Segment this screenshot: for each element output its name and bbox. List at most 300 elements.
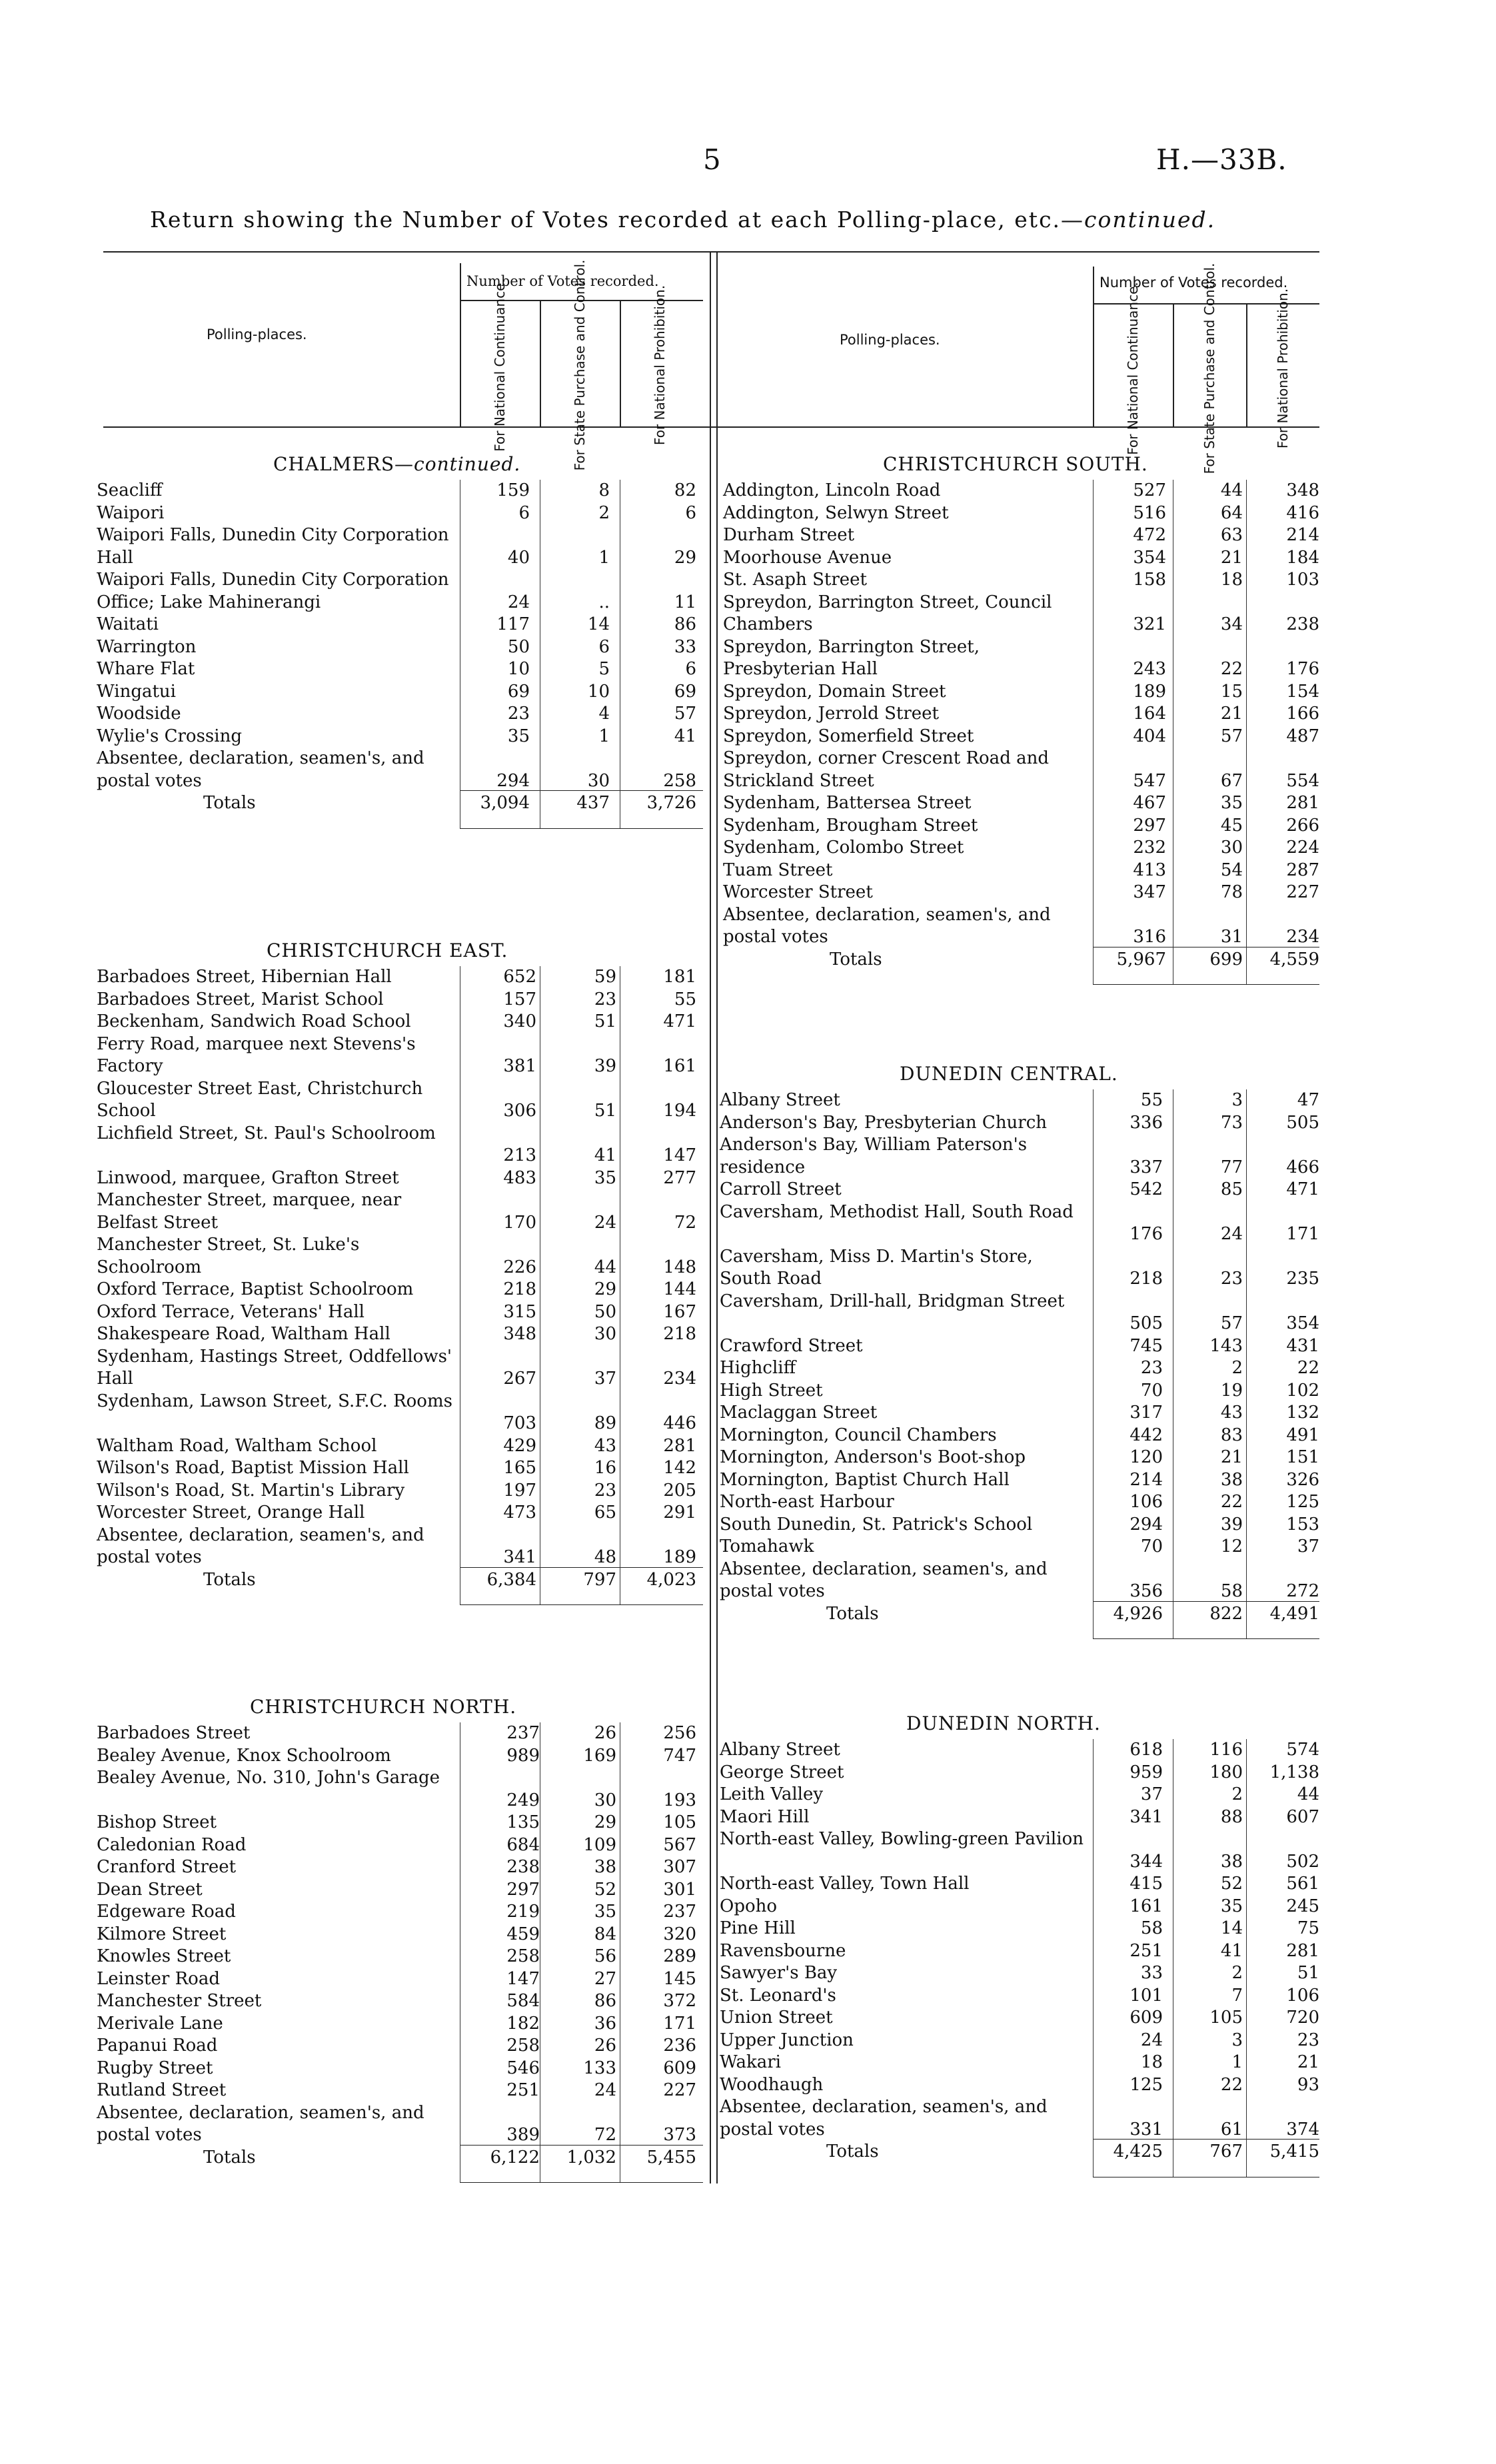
polling-place-name: North-east Harbour — [720, 1492, 894, 1512]
polling-place-name: Ferry Road, marquee next Stevens's Factory — [97, 1033, 416, 1076]
votes-prohibition: 86 — [674, 614, 696, 634]
votes-state-control: 39 — [594, 1056, 616, 1076]
polling-place-name: Waipori Falls, Dunedin City Corporation Hall — [97, 525, 449, 568]
votes-state-control: 67 — [1220, 770, 1243, 791]
votes-prohibition: 258 — [663, 770, 696, 791]
votes-state-control: 85 — [1220, 1179, 1243, 1199]
votes-prohibition: 277 — [663, 1167, 696, 1188]
votes-prohibition: 3,726 — [646, 793, 696, 813]
header-col-continuance-left: For National Continuance. — [492, 278, 508, 452]
polling-place-name: Absentee, declaration, seamen's, and postal votes — [720, 1558, 1048, 1601]
votes-prohibition: 374 — [1286, 2119, 1319, 2140]
votes-prohibition: 75 — [1297, 1918, 1319, 1938]
votes-continuance: 69 — [507, 681, 530, 702]
votes-continuance: 347 — [1133, 882, 1166, 902]
votes-prohibition: 291 — [663, 1503, 696, 1523]
page-title — [150, 207, 1215, 233]
votes-prohibition: 307 — [663, 1857, 696, 1877]
votes-state-control: 21 — [1220, 704, 1243, 724]
polling-place-name: Sydenham, Colombo Street — [723, 838, 964, 858]
polling-place-name: Linwood, marquee, Grafton Street — [97, 1167, 399, 1188]
polling-place-name: George Street — [720, 1762, 844, 1782]
header-col-prohibition-right: For National Prohibition. — [1275, 288, 1291, 448]
votes-state-control: 44 — [594, 1257, 616, 1277]
votes-prohibition: 93 — [1297, 2074, 1319, 2095]
votes-prohibition: 567 — [663, 1834, 696, 1855]
votes-continuance: 147 — [506, 1968, 540, 1989]
votes-continuance: 542 — [1129, 1179, 1163, 1199]
polling-place-name: Woodhaugh — [720, 2074, 824, 2095]
votes-continuance: 70 — [1140, 1537, 1163, 1556]
votes-prohibition: 51 — [1297, 1963, 1319, 1983]
votes-continuance: 101 — [1129, 1985, 1163, 2006]
votes-state-control: 169 — [583, 1745, 616, 1766]
votes-continuance: 23 — [507, 704, 530, 724]
votes-continuance: 232 — [1133, 838, 1166, 858]
votes-continuance: 106 — [1129, 1492, 1163, 1512]
polling-place-name: Carroll Street — [720, 1179, 842, 1199]
votes-prohibition: 55 — [674, 989, 696, 1009]
votes-prohibition: 145 — [663, 1968, 696, 1989]
votes-continuance: 243 — [1133, 659, 1166, 679]
polling-place-name: Dean Street — [97, 1879, 203, 1900]
polling-place-name: North-east Valley, Town Hall — [720, 1874, 970, 1894]
votes-continuance: 684 — [506, 1834, 540, 1855]
totals-rule — [1093, 2139, 1319, 2140]
polling-place-name: Spreydon, Somerfield Street — [723, 726, 974, 746]
votes-state-control: 109 — [583, 1834, 616, 1855]
polling-place-name: Absentee, declaration, seamen's, and postal votes — [720, 2097, 1048, 2140]
votes-continuance: 609 — [1129, 2008, 1163, 2028]
votes-prohibition: 238 — [1286, 614, 1319, 634]
votes-continuance: 176 — [1129, 1224, 1163, 1244]
polling-place-name: Spreydon, Domain Street — [723, 681, 946, 702]
votes-state-control: 73 — [1220, 1112, 1243, 1133]
votes-prohibition: 747 — [663, 1745, 696, 1766]
votes-prohibition: 4,491 — [1269, 1603, 1319, 1624]
votes-prohibition: 44 — [1297, 1784, 1319, 1804]
polling-place-name: Waltham Road, Waltham School — [97, 1435, 377, 1456]
votes-state-control: 35 — [1220, 793, 1243, 813]
votes-continuance: 381 — [503, 1056, 536, 1076]
votes-state-control: .. — [598, 592, 610, 612]
votes-continuance: 238 — [506, 1857, 540, 1877]
votes-continuance: 483 — [503, 1167, 536, 1188]
votes-continuance: 4,926 — [1113, 1603, 1163, 1624]
polling-place-name: Barbadoes Street — [97, 1723, 251, 1743]
votes-state-control: 1 — [598, 547, 610, 568]
polling-place-name: South Dunedin, St. Patrick's School — [720, 1514, 1033, 1535]
votes-continuance: 24 — [1140, 2030, 1163, 2050]
votes-prohibition: 218 — [663, 1324, 696, 1344]
votes-prohibition: 505 — [1286, 1112, 1319, 1133]
title-tail: continued. — [1084, 207, 1216, 233]
votes-prohibition: 354 — [1286, 1313, 1319, 1333]
polling-place-name: Worcester Street, Orange Hall — [97, 1503, 365, 1523]
section-title — [267, 939, 508, 961]
votes-prohibition: 554 — [1286, 770, 1319, 791]
votes-continuance: 294 — [1129, 1514, 1163, 1535]
votes-continuance: 6,384 — [486, 1569, 536, 1590]
votes-prohibition: 5,415 — [1269, 2142, 1319, 2161]
polling-place-name: Anderson's Bay, William Paterson's residence — [720, 1135, 1028, 1177]
votes-prohibition: 193 — [663, 1790, 696, 1810]
votes-continuance: 237 — [506, 1723, 540, 1743]
votes-state-control: 43 — [1220, 1403, 1243, 1423]
votes-state-control: 23 — [1220, 1269, 1243, 1289]
polling-place-name: Papanui Road — [97, 2036, 218, 2056]
votes-prohibition: 5,455 — [646, 2147, 696, 2167]
votes-state-control: 38 — [1220, 1469, 1243, 1490]
header-vline — [460, 263, 461, 426]
votes-prohibition: 281 — [663, 1435, 696, 1456]
votes-state-control: 24 — [1220, 1224, 1243, 1244]
votes-prohibition: 106 — [1286, 1985, 1319, 2006]
votes-continuance: 158 — [1133, 570, 1166, 590]
votes-state-control: 14 — [1220, 1918, 1243, 1938]
polling-place-name: North-east Valley, Bowling-green Pavilion — [720, 1829, 1084, 1849]
votes-prohibition: 214 — [1286, 525, 1319, 545]
polling-place-name: Tuam Street — [723, 860, 833, 880]
votes-prohibition: 105 — [663, 1812, 696, 1832]
votes-prohibition: 148 — [663, 1257, 696, 1277]
polling-place-name: Caversham, Methodist Hall, South Road — [720, 1201, 1074, 1222]
votes-continuance: 135 — [506, 1812, 540, 1832]
votes-state-control: 36 — [594, 2013, 616, 2034]
votes-prohibition: 72 — [674, 1212, 696, 1233]
votes-state-control: 22 — [1220, 1492, 1243, 1512]
section-name: CHRISTCHURCH NORTH. — [250, 1696, 517, 1718]
section-title — [273, 453, 520, 475]
votes-prohibition: 236 — [663, 2036, 696, 2056]
header-vline — [540, 300, 541, 426]
column-line — [1093, 1089, 1094, 1638]
header-vline — [620, 300, 621, 426]
column-line — [1246, 480, 1247, 984]
votes-continuance: 989 — [506, 1745, 540, 1766]
votes-state-control: 41 — [1220, 1940, 1243, 1961]
polling-place-name: Absentee, declaration, seamen's, and postal votes — [97, 2102, 424, 2145]
votes-continuance: 182 — [506, 2013, 540, 2034]
votes-prohibition: 487 — [1286, 726, 1319, 746]
votes-prohibition: 235 — [1286, 1269, 1319, 1289]
polling-place-name: Manchester Street, marquee, near Belfast Street — [97, 1190, 402, 1233]
polling-place-name: St. Asaph Street — [723, 570, 867, 590]
totals-rule — [460, 2145, 703, 2146]
votes-continuance: 472 — [1133, 525, 1166, 545]
votes-continuance: 354 — [1133, 547, 1166, 568]
column-line — [1246, 1739, 1247, 2177]
section-name: CHRISTCHURCH EAST. — [267, 939, 508, 961]
votes-state-control: 44 — [1220, 480, 1243, 500]
votes-continuance: 189 — [1133, 681, 1166, 702]
header-col-continuance-right: For National Continuance. — [1125, 281, 1141, 455]
totals-label: Totals — [203, 2147, 256, 2167]
votes-continuance: 4,425 — [1113, 2142, 1163, 2161]
section-name: DUNEDIN CENTRAL. — [900, 1063, 1118, 1085]
section-title — [250, 1696, 516, 1718]
polling-place-name: Gloucester Street East, Christchurch School — [97, 1078, 423, 1121]
document-reference: H.—33B. — [1156, 143, 1287, 176]
header-top-rule — [103, 251, 1319, 253]
totals-label: Totals — [830, 949, 882, 969]
polling-place-name: Caversham, Miss D. Martin's Store, South Road — [720, 1246, 1033, 1289]
header-number-of-votes-right: Number of Votes recorded. — [1100, 275, 1288, 291]
votes-state-control: 39 — [1220, 1514, 1243, 1535]
votes-continuance: 294 — [496, 770, 530, 791]
votes-continuance: 317 — [1129, 1403, 1163, 1423]
votes-state-control: 4 — [598, 704, 610, 724]
polling-place-name: Bealey Avenue, No. 310, John's Garage — [97, 1768, 440, 1788]
votes-continuance: 226 — [503, 1257, 536, 1277]
votes-prohibition: 167 — [663, 1301, 696, 1322]
polling-place-name: Woodside — [97, 704, 181, 724]
votes-prohibition: 69 — [674, 681, 696, 702]
votes-state-control: 58 — [1220, 1581, 1243, 1601]
votes-state-control: 8 — [598, 480, 610, 500]
section-name-tail: continued. — [414, 453, 521, 475]
votes-prohibition: 272 — [1286, 1581, 1319, 1601]
votes-prohibition: 289 — [663, 1946, 696, 1966]
votes-continuance: 117 — [496, 614, 530, 634]
votes-state-control: 2 — [598, 502, 610, 523]
votes-continuance: 70 — [1140, 1380, 1163, 1401]
votes-continuance: 516 — [1133, 502, 1166, 523]
votes-state-control: 19 — [1220, 1380, 1243, 1401]
votes-prohibition: 320 — [663, 1924, 696, 1944]
polling-place-name: Wakari — [720, 2052, 781, 2072]
votes-state-control: 29 — [594, 1279, 616, 1299]
polling-place-name: Bealey Avenue, Knox Schoolroom — [97, 1745, 391, 1766]
votes-continuance: 125 — [1129, 2074, 1163, 2095]
votes-continuance: 161 — [1129, 1896, 1163, 1916]
polling-place-name: Oxford Terrace, Veterans' Hall — [97, 1301, 365, 1322]
votes-continuance: 297 — [1133, 815, 1166, 836]
votes-state-control: 51 — [594, 1011, 616, 1031]
votes-continuance: 55 — [1140, 1090, 1163, 1110]
polling-place-name: High Street — [720, 1380, 823, 1401]
votes-continuance: 18 — [1140, 2052, 1163, 2072]
votes-state-control: 822 — [1209, 1603, 1243, 1624]
votes-state-control: 24 — [594, 1212, 616, 1233]
votes-prohibition: 147 — [663, 1145, 696, 1165]
votes-continuance: 3,094 — [480, 793, 530, 813]
polling-place-name: Crawford Street — [720, 1335, 863, 1356]
column-divider-2 — [716, 251, 718, 2183]
votes-state-control: 18 — [1220, 570, 1243, 590]
votes-prohibition: 57 — [674, 704, 696, 724]
votes-continuance: 652 — [503, 967, 536, 987]
polling-place-name: Moorhouse Avenue — [723, 547, 892, 568]
votes-state-control: 77 — [1220, 1157, 1243, 1177]
section-name: CHALMERS— — [273, 453, 414, 475]
votes-prohibition: 609 — [663, 2058, 696, 2078]
polling-place-name: Mornington, Anderson's Boot-shop — [720, 1447, 1026, 1467]
votes-prohibition: 41 — [674, 726, 696, 746]
votes-state-control: 3 — [1231, 1090, 1243, 1110]
polling-place-name: Ravensbourne — [720, 1940, 846, 1961]
votes-state-control: 56 — [594, 1946, 616, 1966]
votes-prohibition: 47 — [1297, 1090, 1319, 1110]
votes-prohibition: 446 — [663, 1413, 696, 1433]
polling-place-name: Waitati — [97, 614, 159, 634]
votes-prohibition: 301 — [663, 1879, 696, 1900]
votes-continuance: 341 — [1129, 1806, 1163, 1827]
polling-place-name: Sydenham, Brougham Street — [723, 815, 978, 836]
column-line — [1093, 480, 1094, 984]
votes-prohibition: 21 — [1297, 2052, 1319, 2072]
polling-place-name: Wylie's Crossing — [97, 726, 242, 746]
votes-state-control: 105 — [1209, 2008, 1243, 2028]
polling-place-name: Waipori — [97, 502, 165, 523]
votes-prohibition: 372 — [663, 1991, 696, 2011]
votes-continuance: 258 — [506, 2036, 540, 2056]
votes-prohibition: 151 — [1286, 1447, 1319, 1467]
votes-prohibition: 266 — [1286, 815, 1319, 836]
votes-state-control: 7 — [1231, 1985, 1243, 2006]
page-number: 5 — [703, 143, 721, 176]
votes-continuance: 413 — [1133, 860, 1166, 880]
votes-prohibition: 281 — [1286, 1940, 1319, 1961]
votes-state-control: 767 — [1209, 2142, 1243, 2161]
polling-place-name: Spreydon, corner Crescent Road and Strickland Street — [723, 748, 1049, 791]
votes-continuance: 306 — [503, 1101, 536, 1121]
section-name: DUNEDIN NORTH. — [906, 1712, 1101, 1734]
votes-state-control: 83 — [1220, 1425, 1243, 1445]
title-main: Return showing the Number of Votes recorded at each Polling-place, etc.— — [150, 207, 1085, 233]
votes-continuance: 389 — [506, 2125, 540, 2145]
votes-state-control: 57 — [1220, 726, 1243, 746]
votes-state-control: 50 — [594, 1301, 616, 1322]
polling-place-name: Waipori Falls, Dunedin City Corporation Office; Lake Mahinerangi — [97, 570, 449, 612]
polling-place-name: Opoho — [720, 1896, 778, 1916]
votes-continuance: 33 — [1140, 1963, 1163, 1983]
polling-place-name: Merivale Lane — [97, 2013, 223, 2034]
votes-continuance: 348 — [503, 1324, 536, 1344]
header-vline — [1093, 267, 1094, 426]
votes-continuance: 703 — [503, 1413, 536, 1433]
polling-place-name: Pine Hill — [720, 1918, 796, 1938]
votes-continuance: 341 — [503, 1547, 536, 1567]
votes-continuance: 337 — [1129, 1157, 1163, 1177]
votes-prohibition: 720 — [1286, 2008, 1319, 2028]
votes-continuance: 267 — [503, 1369, 536, 1389]
votes-continuance: 331 — [1129, 2119, 1163, 2140]
polling-place-name: Beckenham, Sandwich Road School — [97, 1011, 411, 1031]
polling-place-name: Bishop Street — [97, 1812, 217, 1832]
votes-state-control: 38 — [594, 1857, 616, 1877]
votes-continuance: 336 — [1129, 1112, 1163, 1133]
polling-place-name: Highcliff — [720, 1358, 796, 1378]
votes-state-control: 64 — [1220, 502, 1243, 523]
votes-prohibition: 142 — [663, 1458, 696, 1478]
votes-prohibition: 29 — [674, 547, 696, 568]
polling-place-name: Mornington, Baptist Church Hall — [720, 1469, 1010, 1490]
votes-prohibition: 4,559 — [1269, 949, 1319, 969]
votes-state-control: 10 — [587, 681, 610, 702]
votes-prohibition: 82 — [674, 480, 696, 500]
votes-continuance: 218 — [1129, 1269, 1163, 1289]
votes-state-control: 78 — [1220, 882, 1243, 902]
votes-prohibition: 194 — [663, 1101, 696, 1121]
polling-place-name: St. Leonard's — [720, 1985, 836, 2006]
votes-state-control: 21 — [1220, 1447, 1243, 1467]
votes-continuance: 505 — [1129, 1313, 1163, 1333]
votes-state-control: 797 — [583, 1569, 616, 1590]
votes-prohibition: 102 — [1286, 1380, 1319, 1401]
votes-prohibition: 189 — [663, 1547, 696, 1567]
polling-place-name: Whare Flat — [97, 659, 195, 679]
votes-state-control: 45 — [1220, 815, 1243, 836]
votes-prohibition: 144 — [663, 1279, 696, 1299]
votes-prohibition: 103 — [1286, 570, 1319, 590]
votes-continuance: 618 — [1129, 1740, 1163, 1760]
votes-state-control: 52 — [1220, 1874, 1243, 1894]
votes-state-control: 31 — [1220, 927, 1243, 947]
votes-state-control: 29 — [594, 1812, 616, 1832]
votes-continuance: 467 — [1133, 793, 1166, 813]
votes-continuance: 218 — [503, 1279, 536, 1299]
column-line — [1093, 1739, 1094, 2177]
polling-place-name: Edgeware Road — [97, 1902, 236, 1922]
votes-state-control: 72 — [594, 2125, 616, 2145]
votes-state-control: 65 — [594, 1503, 616, 1523]
polling-place-name: Kilmore Street — [97, 1924, 227, 1944]
section-bottom-rule — [1093, 1638, 1319, 1639]
votes-prohibition: 181 — [663, 967, 696, 987]
polling-place-name: Barbadoes Street, Marist School — [97, 989, 384, 1009]
polling-place-name: Mornington, Council Chambers — [720, 1425, 997, 1445]
votes-prohibition: 561 — [1286, 1874, 1319, 1894]
votes-state-control: 24 — [594, 2080, 616, 2100]
polling-place-name: Absentee, declaration, seamen's, and postal votes — [723, 904, 1051, 947]
votes-prohibition: 287 — [1286, 860, 1319, 880]
votes-state-control: 51 — [594, 1101, 616, 1121]
totals-label: Totals — [826, 1603, 879, 1624]
votes-continuance: 344 — [1129, 1851, 1163, 1872]
votes-state-control: 57 — [1220, 1313, 1243, 1333]
polling-place-name: Caledonian Road — [97, 1834, 247, 1855]
votes-continuance: 120 — [1129, 1447, 1163, 1467]
header-polling-places-left: Polling-places. — [207, 326, 307, 342]
votes-continuance: 442 — [1129, 1425, 1163, 1445]
votes-continuance: 356 — [1129, 1581, 1163, 1601]
polling-place-name: Spreydon, Barrington Street, Presbyterian Hall — [723, 636, 980, 679]
votes-prohibition: 234 — [663, 1369, 696, 1389]
votes-state-control: 2 — [1231, 1963, 1243, 1983]
polling-place-name: Sawyer's Bay — [720, 1963, 838, 1983]
polling-place-name: Durham Street — [723, 525, 855, 545]
votes-prohibition: 466 — [1286, 1157, 1319, 1177]
polling-place-name: Sydenham, Hastings Street, Oddfellows' Hall — [97, 1346, 452, 1389]
polling-place-name: Cranford Street — [97, 1857, 237, 1877]
votes-state-control: 23 — [594, 1480, 616, 1501]
votes-prohibition: 471 — [663, 1011, 696, 1031]
totals-rule — [460, 1567, 703, 1568]
polling-place-name: Addington, Selwyn Street — [723, 502, 949, 523]
votes-prohibition: 373 — [663, 2125, 696, 2145]
votes-prohibition: 184 — [1286, 547, 1319, 568]
polling-place-name: Albany Street — [720, 1090, 840, 1110]
votes-state-control: 23 — [594, 989, 616, 1009]
votes-state-control: 89 — [594, 1413, 616, 1433]
column-divider — [710, 251, 711, 2183]
polling-place-name: Barbadoes Street, Hibernian Hall — [97, 967, 392, 987]
votes-state-control: 61 — [1220, 2119, 1243, 2140]
polling-place-name: Manchester Street — [97, 1991, 262, 2011]
votes-continuance: 429 — [503, 1435, 536, 1456]
votes-continuance: 546 — [506, 2058, 540, 2078]
